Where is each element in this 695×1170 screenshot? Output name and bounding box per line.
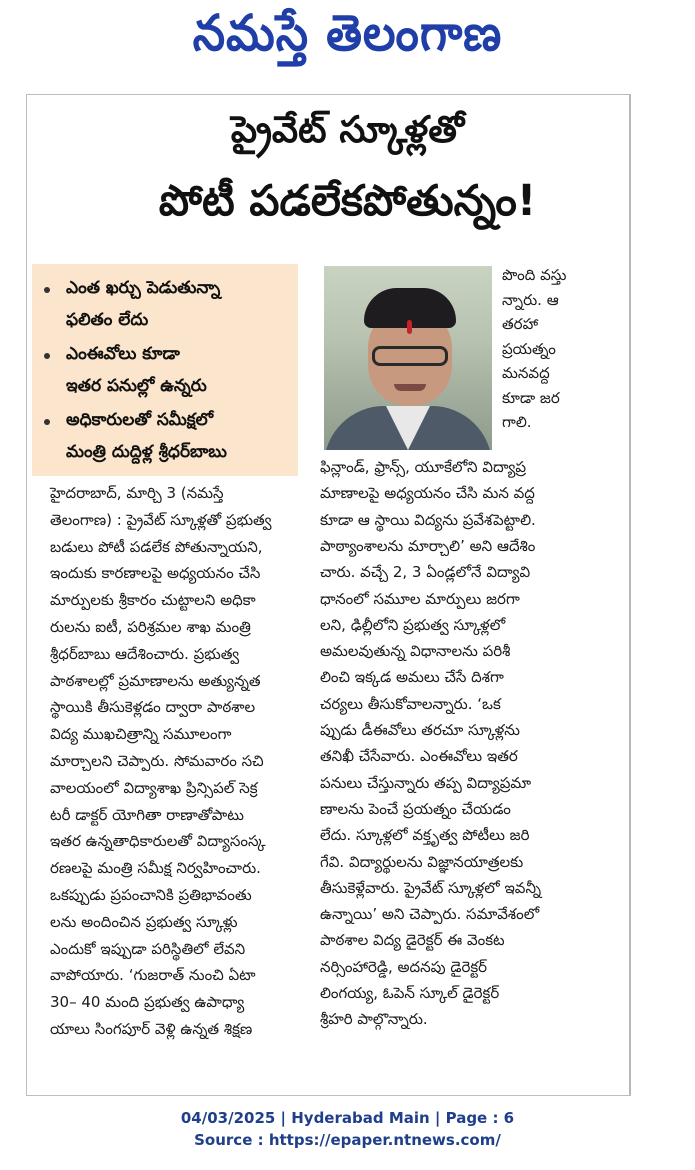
text-line: ణాలను పెంచే ప్రయత్నం చేయడం [320, 799, 511, 818]
text-line: టరీ డాక్టర్ యోగితా రాణాతోపాటు [50, 805, 244, 824]
text-line: అమలవుతున్న విధానాలను పరిశీ [320, 642, 511, 661]
text-line: రణలపై మంత్రి సమీక్ష నిర్వహించారు. [50, 859, 261, 878]
footer-source-link[interactable]: Source : https://epaper.ntnews.com/ [194, 1131, 501, 1149]
text-line: 30– 40 మంది ప్రభుత్వ ఉపాధ్యా [50, 993, 245, 1012]
text-line: మాణాలపై అధ్యయనం చేసి మన వద్ద [320, 484, 535, 503]
highlights-box [32, 264, 298, 476]
text-line: వాపోయారు. ‘గుజరాత్ నుంచి ఏటా [50, 966, 256, 985]
text-line: శ్రీహరి పాల్గొన్నారు. [320, 1010, 428, 1029]
photo-glasses [372, 346, 448, 366]
bullet-icon [44, 419, 50, 425]
text-line: వాలయంలో విద్యాశాఖ ప్రిన్సిపల్ సెక్ర [50, 778, 258, 797]
text-line: పనులు చేస్తున్నారు తప్ప విద్యాప్రమా [320, 773, 532, 792]
photo-tilak [407, 320, 412, 334]
text-line: కూడా ఆ స్థాయి విద్యను ప్రవేశపెట్టాలి. [320, 510, 536, 529]
masthead [0, 0, 695, 86]
headline-line-1: ప్రైవేట్ స్కూళ్లతో [230, 108, 465, 151]
text-line: చారు. వచ్చే 2, 3 ఏండ్లలోనే విద్యావి [320, 563, 531, 582]
masthead-logo: నమస్తే తెలంగాణ [192, 3, 503, 62]
text-line: మనవద్ద [502, 364, 550, 382]
minister-photo [324, 266, 492, 450]
text-line: లేదు. స్కూళ్లలో వక్తృత్వ పోటీలు జరి [320, 826, 530, 845]
text-line: స్థాయికి తీసుకెళ్లడం ద్వారా పాఠశాల [50, 698, 256, 717]
text-line: బడులు పోటీ పడలేక పోతున్నాయని, [50, 537, 263, 556]
text-line: పాఠశాల విద్య డైరెక్టర్ ఈ వెంకట [320, 931, 505, 950]
text-line: కూడా జర [502, 388, 560, 407]
text-line: రులను ఐటీ, పరిశ్రమల శాఖ మంత్రి [50, 618, 251, 636]
text-line: ప్రయత్నం [502, 339, 556, 358]
highlight-text: అధికారులతో సమీక్షలో [66, 410, 214, 430]
text-line: పాఠ్యాంశాలను మార్చాలి’ అని ఆదేశిం [320, 536, 536, 555]
highlight-text: ఎంత ఖర్చు పెడుతున్నా [66, 278, 221, 298]
text-line: తరహా [502, 315, 539, 333]
text-line: గాలి. [502, 413, 532, 431]
text-line: యాలు సింగపూర్ వెళ్లి ఉన్నత శిక్షణ [50, 1020, 253, 1038]
text-line: ప్పుడు డీఈవోలు తరచూ స్కూళ్లను [320, 721, 520, 739]
footer-date-edition: 04/03/2025 | Hyderabad Main | Page : 6 [180, 1109, 515, 1127]
text-line: ఉన్నాయి’ అని చెప్పారు. సమావేశంలో [320, 905, 540, 924]
text-line: తెలంగాణ) : ప్రైవేట్ స్కూళ్లతో ప్రభుత్వ [50, 510, 272, 529]
text-line: ఒకప్పుడు ప్రపంచానికి ప్రతిభావంతు [50, 886, 252, 904]
text-line: ఇందుకు కారణాలపై అధ్యయనం చేసి [50, 564, 261, 583]
text-line: గేవి. విద్యార్థులను విజ్ఞానయాత్రలకు [320, 852, 524, 871]
text-line: తనిఖీ చేసేవారు. ఎంఈవోలు ఇతర [320, 747, 518, 766]
bullet-icon [44, 287, 50, 293]
text-line: శ్రీధర్‌బాబు ఆదేశించారు. ప్రభుత్వ [50, 644, 240, 663]
photo-mouth [394, 384, 426, 391]
headline-line-2: పోటీ పడలేకపోతున్నం! [158, 176, 537, 225]
highlight-text: మంత్రి దుద్దిళ్ల శ్రీధర్‌బాబు [66, 442, 227, 462]
highlight-text: ఇతర పనుల్లో ఉన్నరు [66, 376, 207, 396]
text-line: ఇతర ఉన్నతాధికారులతో విద్యాసంస్క [50, 832, 266, 851]
text-line: పొంది వస్తు [502, 266, 567, 284]
text-line: నర్సింహారెడ్డి, అదనపు డైరెక్టర్ [320, 957, 488, 976]
text-line: పాఠశాలల్లో ప్రమాణాలను అత్యున్నత [50, 671, 261, 690]
highlight-text: ఫలితం లేదు [66, 310, 149, 330]
text-line: మార్పులకు శ్రీకారం చుట్టాలని అధికా [50, 591, 256, 610]
text-line: ఎందుకో ఇప్పుడా పరిస్థితిలో లేవని [50, 939, 246, 958]
text-line: ధానంలో సమూల మార్పులు జరగా [320, 589, 520, 608]
text-line: లింగయ్య, ఓపెన్ స్కూల్ డైరెక్టర్ [320, 984, 500, 1002]
text-line: న్నారు. ఆ [502, 290, 559, 309]
text-line: విద్య ముఖచిత్రాన్ని సమూలంగా [50, 725, 232, 744]
text-line: మార్చాలని చెప్పారు. సోమవారం సచి [50, 752, 264, 770]
text-line: లించి ఇక్కడ అమలు చేసే దిశగా [320, 668, 504, 687]
text-line: లని, ఢిల్లీలోని ప్రభుత్వ స్కూళ్లలో [320, 615, 506, 634]
bullet-icon [44, 353, 50, 359]
highlight-text: ఎంఈవోలు కూడా [66, 344, 180, 364]
text-line: ఫిన్లాండ్, ఫ్రాన్స్, యూకేలోని విద్యాప్ర [320, 458, 527, 476]
text-line: చర్యలు తీసుకోవాలన్నారు. ‘ఒక [320, 694, 501, 713]
text-line: లను అందించిన ప్రభుత్వ స్కూళ్లు [50, 912, 238, 931]
text-line: తీసుకెళ్లేవారు. ప్రైవేట్ స్కూళ్లలో ఇవన్నీ [320, 878, 542, 897]
text-line: హైదరాబాద్, మార్చి 3 (నమస్తే [50, 484, 224, 502]
